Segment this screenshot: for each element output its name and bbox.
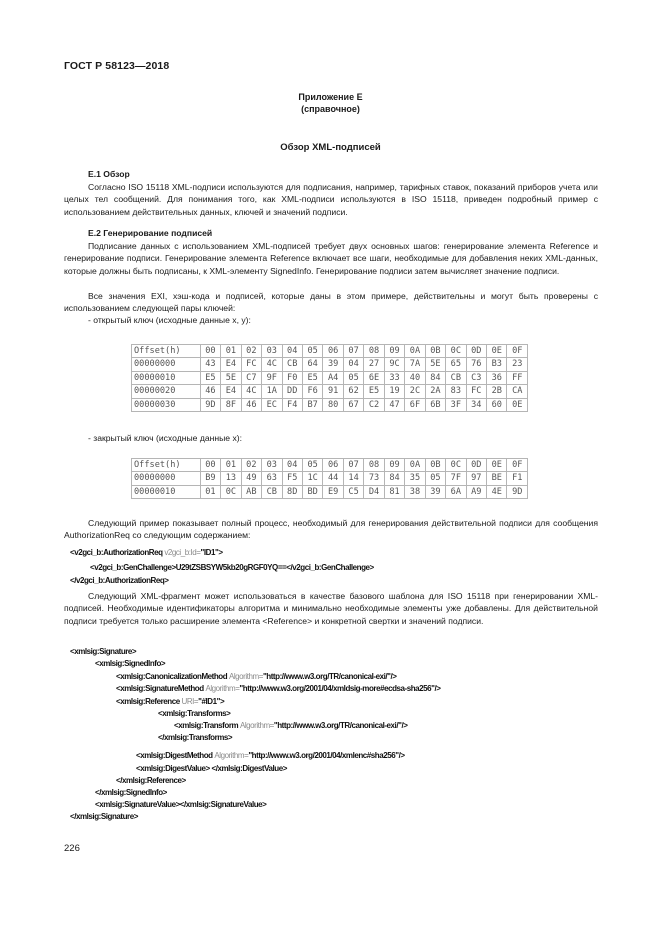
- column-header: 0B: [425, 345, 445, 358]
- column-header: 0B: [425, 459, 445, 472]
- column-header: Offset(h): [132, 459, 201, 472]
- xml-attribute-value: "http://www.w3.org/2001/04/xmlenc#sha256"/>: [248, 751, 405, 760]
- xml-tag: <xmlsig:CanonicalizationMethod: [116, 672, 228, 681]
- code-line: </xmlsig:Transforms>: [158, 733, 233, 742]
- table-cell: 9F: [262, 371, 282, 384]
- column-header: 06: [323, 345, 343, 358]
- table-cell: 9D: [200, 398, 220, 411]
- table-cell: 05: [425, 472, 445, 485]
- xml-attribute: Algorithm=: [205, 684, 240, 693]
- code-line: <xmlsig:Signature>: [70, 647, 137, 656]
- table-row: [132, 358, 528, 371]
- code-line: [70, 548, 223, 557]
- section-e2-heading: E.2 Генерирование подписей: [88, 228, 213, 238]
- table-cell: D4: [364, 485, 384, 498]
- table-cell: DD: [282, 385, 302, 398]
- xml-tag: </v2gci_b:GenChallenge>: [286, 563, 374, 572]
- table-cell: A4: [323, 371, 343, 384]
- table-cell: 1C: [302, 472, 322, 485]
- section-e2-paragraph-1: Подписание данных с использованием XML-подписей требует двух основных шагов: генерирование элемента Reference и генерирование подписи. Генерирование элемента Reference включает все шаги, необходимые для добавления неких XML-данных, которые должны быть подписаны, к XML-элементу SignedInfo. Генерирование подписи затем вычисляет значение подписи.: [64, 241, 598, 276]
- table-cell: E4: [221, 358, 241, 371]
- xml-tag: <v2gci_b:AuthorizationReq: [70, 548, 163, 557]
- table-cell: 34: [466, 398, 486, 411]
- table-cell: C5: [343, 485, 363, 498]
- table-cell: F5: [282, 472, 302, 485]
- column-header: 02: [241, 345, 261, 358]
- xml-attribute: URI=: [181, 697, 199, 706]
- annex-note: (справочное): [301, 104, 360, 114]
- code-line: </xmlsig:SignedInfo>: [95, 788, 167, 797]
- column-header: 05: [302, 459, 322, 472]
- table-cell: 33: [384, 371, 404, 384]
- table-cell: 7A: [405, 358, 425, 371]
- table-cell: E5: [302, 371, 322, 384]
- table-cell: 62: [343, 385, 363, 398]
- table-row: [132, 398, 528, 411]
- table-cell: A9: [466, 485, 486, 498]
- table-row: [132, 385, 528, 398]
- table-header-row: [132, 459, 528, 472]
- xml-attribute-value: "#ID1">: [198, 697, 225, 706]
- table-cell: C2: [364, 398, 384, 411]
- private-key-table: [131, 458, 528, 499]
- column-header: 00: [200, 345, 220, 358]
- table-cell: 35: [405, 472, 425, 485]
- xml-attribute-value: "http://www.w3.org/2001/04/xmldsig-more#ecdsa-sha256"/>: [239, 684, 441, 693]
- column-header: 07: [343, 345, 363, 358]
- table-cell: 04: [343, 358, 363, 371]
- column-header: 01: [221, 459, 241, 472]
- table-cell: CB: [446, 371, 466, 384]
- code-line: </xmlsig:Reference>: [116, 776, 186, 785]
- table-cell: 67: [343, 398, 363, 411]
- table-cell: 46: [241, 398, 261, 411]
- code-line: [116, 672, 396, 681]
- table-row: [132, 371, 528, 384]
- table-cell: B7: [302, 398, 322, 411]
- column-header: 09: [384, 345, 404, 358]
- table-cell: 2C: [405, 385, 425, 398]
- code-line: </xmlsig:Signature>: [70, 812, 138, 821]
- code-line: [174, 721, 407, 730]
- table-cell: 73: [364, 472, 384, 485]
- table-cell: 39: [323, 358, 343, 371]
- table-cell: 5E: [425, 358, 445, 371]
- table-cell: CA: [507, 385, 528, 398]
- table-cell: 0C: [221, 485, 241, 498]
- table-cell: 9C: [384, 358, 404, 371]
- table-cell: 97: [466, 472, 486, 485]
- table-cell: 8F: [221, 398, 241, 411]
- section-e2-paragraph-2: Все значения EXI, хэш-кода и подписей, которые даны в этом примере, действительны и могут быть проверены с использованием следующей пары ключей:: [64, 291, 598, 314]
- table-header-row: [132, 345, 528, 358]
- table-cell: EC: [262, 398, 282, 411]
- public-key-label: - открытый ключ (исходные данные x, y):: [88, 315, 251, 325]
- table-cell: 63: [262, 472, 282, 485]
- table-cell: 36: [487, 371, 507, 384]
- table-cell: FF: [507, 371, 528, 384]
- table-cell: 6E: [364, 371, 384, 384]
- xml-tag: <xmlsig:DigestMethod: [136, 751, 213, 760]
- table-cell: 23: [507, 358, 528, 371]
- table-cell: 8D: [282, 485, 302, 498]
- table-cell: 6B: [425, 398, 445, 411]
- column-header: 04: [282, 459, 302, 472]
- annex-title: Приложение E: [298, 92, 363, 102]
- table-cell: 4C: [262, 358, 282, 371]
- table-cell: 60: [487, 398, 507, 411]
- table-cell: 00000030: [132, 398, 201, 411]
- table-cell: 39: [425, 485, 445, 498]
- section-e2-paragraph-3: Следующий пример показывает полный процесс, необходимый для генерирования действительной подписи для сообщения AuthorizationReq со следующим содержанием:: [64, 518, 598, 541]
- table-cell: 40: [405, 371, 425, 384]
- table-cell: 05: [343, 371, 363, 384]
- column-header: 0D: [466, 459, 486, 472]
- column-header: 08: [364, 459, 384, 472]
- column-header: 0C: [446, 459, 466, 472]
- table-cell: C3: [466, 371, 486, 384]
- table-cell: 6F: [405, 398, 425, 411]
- code-line: <xmlsig:SignedInfo>: [95, 659, 166, 668]
- table-cell: 76: [466, 358, 486, 371]
- table-cell: 13: [221, 472, 241, 485]
- table-cell: 9D: [507, 485, 528, 498]
- table-cell: AB: [241, 485, 261, 498]
- column-header: 01: [221, 345, 241, 358]
- xml-attribute: Algorithm=: [228, 672, 263, 681]
- table-cell: 19: [384, 385, 404, 398]
- code-line: <xmlsig:DigestValue> </xmlsig:DigestValue>: [136, 764, 287, 773]
- table-cell: 14: [343, 472, 363, 485]
- table-cell: 2B: [487, 385, 507, 398]
- code-line: [90, 563, 374, 572]
- section-e2-paragraph-4: Следующий XML-фрагмент может использоваться в качестве базового шаблона для ISO 15118 при генерировании XML-подписей. Необходимые идентификаторы алгоритма и минимально необходимые элементы уже добавлены. Для действительной подписи требуется только расширение элемента <Reference> и конкретной свертки и значений подписи.: [64, 591, 598, 626]
- table-cell: C7: [241, 371, 261, 384]
- table-cell: 91: [323, 385, 343, 398]
- table-cell: 44: [323, 472, 343, 485]
- table-cell: FC: [466, 385, 486, 398]
- column-header: 00: [200, 459, 220, 472]
- xml-value: U29tZSBSYW5kb20gRGF0YQ==: [175, 563, 287, 572]
- table-cell: F0: [282, 371, 302, 384]
- table-cell: 80: [323, 398, 343, 411]
- table-cell: 00000000: [132, 358, 201, 371]
- code-line: [136, 751, 405, 760]
- table-cell: 1A: [262, 385, 282, 398]
- xml-tag-end: >: [218, 548, 223, 557]
- table-row: [132, 485, 528, 498]
- section-e1-heading: E.1 Обзор: [88, 169, 130, 179]
- xml-tag: <xmlsig:Reference: [116, 697, 180, 706]
- table-cell: 3F: [446, 398, 466, 411]
- column-header: 07: [343, 459, 363, 472]
- column-header: 02: [241, 459, 261, 472]
- column-header: 06: [323, 459, 343, 472]
- table-cell: F6: [302, 385, 322, 398]
- table-cell: 47: [384, 398, 404, 411]
- xml-tag: <v2gci_b:GenChallenge>: [90, 563, 176, 572]
- table-cell: 81: [384, 485, 404, 498]
- column-header: 0E: [487, 345, 507, 358]
- xml-tag: <xmlsig:SignatureMethod: [116, 684, 204, 693]
- column-header: Offset(h): [132, 345, 201, 358]
- column-header: 0F: [507, 459, 528, 472]
- table-cell: 5E: [221, 371, 241, 384]
- table-cell: 6A: [446, 485, 466, 498]
- table-cell: BE: [487, 472, 507, 485]
- table-cell: 84: [425, 371, 445, 384]
- xml-attribute-value: "ID1": [200, 548, 219, 557]
- code-line: </v2gci_b:AuthorizationReq>: [70, 576, 169, 585]
- xml-attribute: Algorithm=: [214, 751, 249, 760]
- table-cell: B9: [200, 472, 220, 485]
- table-cell: F4: [282, 398, 302, 411]
- table-cell: E4: [221, 385, 241, 398]
- page-number: 226: [64, 843, 80, 854]
- table-cell: E5: [200, 371, 220, 384]
- code-line: <xmlsig:Transforms>: [158, 709, 231, 718]
- public-key-table: [131, 344, 528, 412]
- table-cell: 43: [200, 358, 220, 371]
- column-header: 0E: [487, 459, 507, 472]
- table-cell: CB: [262, 485, 282, 498]
- table-cell: 0E: [507, 398, 528, 411]
- table-cell: 4C: [241, 385, 261, 398]
- table-cell: BD: [302, 485, 322, 498]
- column-header: 09: [384, 459, 404, 472]
- column-header: 0A: [405, 459, 425, 472]
- table-row: [132, 472, 528, 485]
- table-cell: 84: [384, 472, 404, 485]
- overview-title: Обзор XML-подписей: [280, 142, 381, 153]
- table-cell: 49: [241, 472, 261, 485]
- xml-attribute: Algorithm=: [239, 721, 274, 730]
- table-cell: FC: [241, 358, 261, 371]
- table-cell: 83: [446, 385, 466, 398]
- table-cell: CB: [282, 358, 302, 371]
- xml-attribute-value: "http://www.w3.org/TR/canonical-exi/"/>: [273, 721, 408, 730]
- table-cell: 46: [200, 385, 220, 398]
- column-header: 0D: [466, 345, 486, 358]
- column-header: 08: [364, 345, 384, 358]
- table-cell: 4E: [487, 485, 507, 498]
- table-cell: 2A: [425, 385, 445, 398]
- code-line: <xmlsig:SignatureValue></xmlsig:SignatureValue>: [95, 800, 267, 809]
- table-cell: 00000020: [132, 385, 201, 398]
- column-header: 04: [282, 345, 302, 358]
- table-cell: 00000010: [132, 485, 201, 498]
- table-cell: 7F: [446, 472, 466, 485]
- xml-attribute-value: "http://www.w3.org/TR/canonical-exi/"/>: [262, 672, 397, 681]
- column-header: 0A: [405, 345, 425, 358]
- table-cell: 00000000: [132, 472, 201, 485]
- table-cell: E5: [364, 385, 384, 398]
- table-cell: B3: [487, 358, 507, 371]
- column-header: 0F: [507, 345, 528, 358]
- column-header: 03: [262, 459, 282, 472]
- table-cell: 38: [405, 485, 425, 498]
- table-cell: E9: [323, 485, 343, 498]
- section-e1-paragraph: Согласно ISO 15118 XML-подписи используются для подписания, например, тарифных ставок, показаний приборов учета или целых тел сообщений. Для понимания того, как XML-подписи используются в ISO 15118, приведен подробный пример с использованием действительных данных, ключей и значений подписи.: [64, 182, 598, 217]
- code-line: [116, 684, 441, 693]
- table-cell: 01: [200, 485, 220, 498]
- column-header: 05: [302, 345, 322, 358]
- xml-attribute: v2gci_b:Id=: [164, 548, 201, 557]
- table-cell: F1: [507, 472, 528, 485]
- table-cell: 27: [364, 358, 384, 371]
- column-header: 0C: [446, 345, 466, 358]
- table-cell: 00000010: [132, 371, 201, 384]
- column-header: 03: [262, 345, 282, 358]
- xml-tag: <xmlsig:Transform: [174, 721, 239, 730]
- private-key-label: - закрытый ключ (исходные данные x):: [88, 433, 243, 443]
- table-cell: 64: [302, 358, 322, 371]
- standard-designation: ГОСТ Р 58123—2018: [64, 60, 170, 72]
- code-line: [116, 697, 224, 706]
- table-cell: 65: [446, 358, 466, 371]
